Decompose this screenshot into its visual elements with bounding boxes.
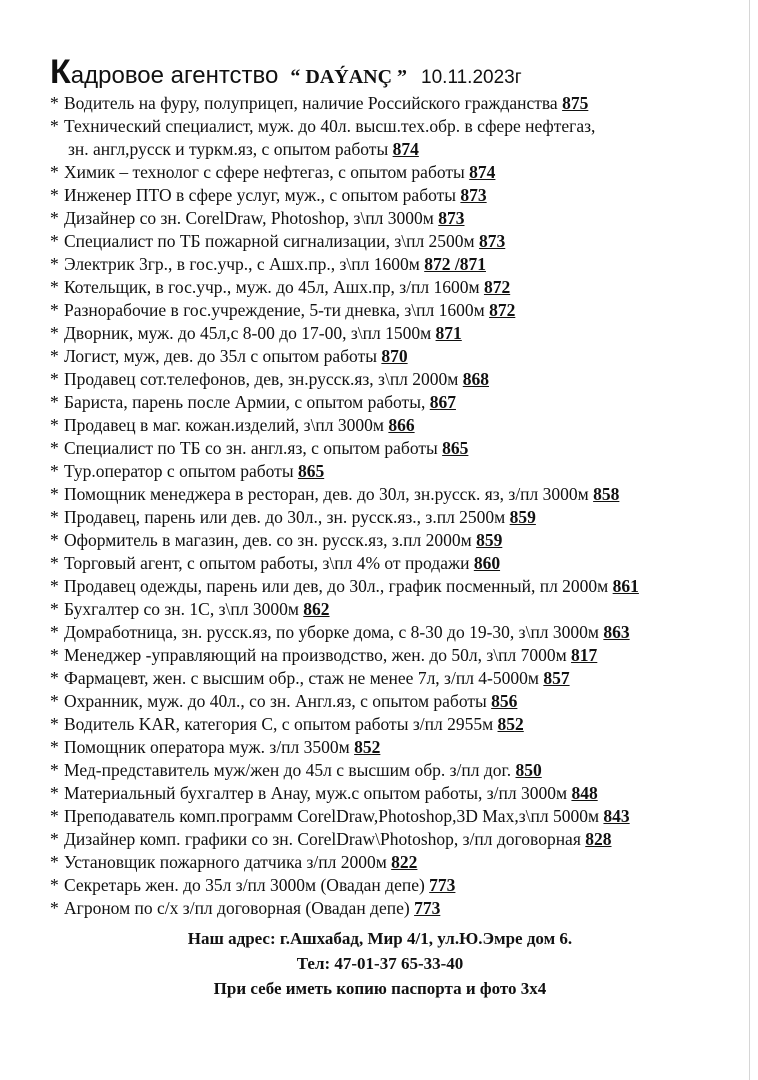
job-description: Разнорабочие в гос.учреждение, 5-ти дневка, з\пл 1600м xyxy=(64,300,485,320)
job-item xyxy=(50,230,710,253)
vacancy-number: 859 xyxy=(476,530,503,550)
bullet-marker: * xyxy=(50,116,59,136)
job-description: Специалист по ТБ со зн. англ.яз, с опытом работы xyxy=(64,438,438,458)
agency-brand: “ DAÝANÇ ” xyxy=(290,66,408,88)
vacancy-number: 862 xyxy=(303,599,330,619)
vacancy-number: 870 xyxy=(381,346,408,366)
job-description: Установщик пожарного датчика з/пл 2000м xyxy=(64,852,387,872)
bullet-marker: * xyxy=(50,346,59,366)
vacancy-number: 828 xyxy=(585,829,612,849)
bullet-marker: * xyxy=(50,806,59,826)
vacancy-number: 773 xyxy=(414,898,441,918)
vacancy-number: 874 xyxy=(469,162,496,182)
job-description: Котельщик, в гос.учр., муж. до 45л, Ашх.пр, з/пл 1600м xyxy=(64,277,480,297)
job-item xyxy=(50,207,710,230)
bullet-marker: * xyxy=(50,208,59,228)
address-line: Наш адрес: г.Ашхабад, Мир 4/1, ул.Ю.Эмре дом 6. xyxy=(187,929,573,948)
vacancy-number: 868 xyxy=(462,369,489,389)
bullet-marker: * xyxy=(50,760,59,780)
bullet-marker: * xyxy=(50,438,59,458)
contact-footer xyxy=(50,926,710,1001)
vacancy-number: 872 xyxy=(489,300,516,320)
job-list xyxy=(50,92,710,920)
job-description: Бариста, парень после Армии, с опытом работы, xyxy=(64,392,426,412)
job-description: Помощник менеджера в ресторан, дев. до 30л, зн.русск. яз, з/пл 3000м xyxy=(64,484,589,504)
job-item xyxy=(50,414,710,437)
page-edge-line xyxy=(749,0,750,1080)
job-description: Помощник оператора муж. з/пл 3500м xyxy=(64,737,350,757)
job-item xyxy=(50,598,710,621)
bullet-marker: * xyxy=(50,875,59,895)
bullet-marker: * xyxy=(50,852,59,872)
job-item xyxy=(50,483,710,506)
job-item xyxy=(50,437,710,460)
job-description: Преподаватель комп.программ CorelDraw,Photoshop,3D Max,з\пл 5000м xyxy=(64,806,600,826)
vacancy-number: 874 xyxy=(392,139,419,159)
job-item xyxy=(50,345,710,368)
bullet-marker: * xyxy=(50,737,59,757)
job-description: Фармацевт, жен. с высшим обр., стаж не менее 7л, з/пл 4-5000м xyxy=(64,668,539,688)
bullet-marker: * xyxy=(50,323,59,343)
vacancy-number: 865 xyxy=(442,438,469,458)
job-item xyxy=(50,460,710,483)
vacancy-number: 852 xyxy=(497,714,524,734)
job-item xyxy=(50,828,710,851)
job-item xyxy=(50,713,710,736)
bullet-marker: * xyxy=(50,553,59,573)
job-description: Агроном по с/х з/пл договорная (Овадан депе) xyxy=(64,898,410,918)
bullet-marker: * xyxy=(50,530,59,550)
job-description: Секретарь жен. до 35л з/пл 3000м (Овадан депе) xyxy=(64,875,425,895)
job-description: Технический специалист, муж. до 40л. высш.тех.обр. в сфере нефтегаз, xyxy=(64,116,596,136)
job-description: Материальный бухгалтер в Анау, муж.с опытом работы, з/пл 3000м xyxy=(64,783,568,803)
vacancy-number: 822 xyxy=(391,852,418,872)
job-description: Водитель на фуру, полуприцеп, наличие Российского гражданства xyxy=(64,93,558,113)
bullet-marker: * xyxy=(50,622,59,642)
vacancy-number: 873 xyxy=(438,208,465,228)
job-item xyxy=(50,621,710,644)
bullet-marker: * xyxy=(50,783,59,803)
job-item xyxy=(50,575,710,598)
job-item xyxy=(50,322,710,345)
job-description: Химик – технолог с сфере нефтегаз, с опытом работы xyxy=(64,162,465,182)
vacancy-number: 773 xyxy=(429,875,456,895)
vacancy-number: 850 xyxy=(515,760,542,780)
bullet-marker: * xyxy=(50,231,59,251)
vacancy-number: 859 xyxy=(509,507,536,527)
vacancy-number: 858 xyxy=(593,484,620,504)
bullet-marker: * xyxy=(50,829,59,849)
job-item xyxy=(50,276,710,299)
bullet-marker: * xyxy=(50,162,59,182)
job-description: Продавец в маг. кожан.изделий, з\пл 3000м xyxy=(64,415,384,435)
job-item xyxy=(50,552,710,575)
title-text: адровое агентство xyxy=(70,62,279,89)
vacancy-number: 866 xyxy=(388,415,415,435)
vacancy-number: 875 xyxy=(562,93,589,113)
job-description: Бухгалтер со зн. 1С, з\пл 3000м xyxy=(64,599,299,619)
job-description: Логист, муж, дев. до 35л с опытом работы xyxy=(64,346,377,366)
vacancy-number: 867 xyxy=(429,392,456,412)
document-header xyxy=(50,52,710,92)
document-date: 10.11.2023г xyxy=(421,67,522,88)
bullet-marker: * xyxy=(50,254,59,274)
job-description: Домработница, зн. русск.яз, по уборке дома, с 8-30 до 19-30, з\пл 3000м xyxy=(64,622,599,642)
requirements-note: При себе иметь копию паспорта и фото 3х4 xyxy=(213,979,547,998)
job-description: Менеджер -управляющий на производство, жен. до 50л, з\пл 7000м xyxy=(64,645,567,665)
vacancy-number: 856 xyxy=(491,691,518,711)
job-description: Торговый агент, с опытом работы, з\пл 4% от продажи xyxy=(64,553,470,573)
vacancy-number: 861 xyxy=(612,576,639,596)
vacancy-number: 860 xyxy=(473,553,501,573)
vacancy-number: 843 xyxy=(603,806,630,826)
job-description: Охранник, муж. до 40л., со зн. Англ.яз, с опытом работы xyxy=(64,691,487,711)
job-item xyxy=(50,782,710,805)
job-item xyxy=(50,759,710,782)
job-item xyxy=(50,391,710,414)
job-item xyxy=(50,161,710,184)
phones-line: Тел: 47-01-37 65-33-40 xyxy=(296,954,464,973)
title-first-letter: К xyxy=(50,53,71,91)
job-item xyxy=(50,805,710,828)
bullet-marker: * xyxy=(50,576,59,596)
job-description: Инженер ПТО в сфере услуг, муж., с опытом работы xyxy=(64,185,457,205)
bullet-marker: * xyxy=(50,691,59,711)
job-description: Продавец одежды, парень или дев, до 30л., график посменный, пл 2000м xyxy=(64,576,609,596)
bullet-marker: * xyxy=(50,645,59,665)
bullet-marker: * xyxy=(50,93,59,113)
job-description: Оформитель в магазин, дев. со зн. русск.яз, з.пл 2000м xyxy=(64,530,472,550)
bullet-marker: * xyxy=(50,185,59,205)
document-page xyxy=(50,52,710,1001)
bullet-marker: * xyxy=(50,714,59,734)
job-item xyxy=(50,874,710,897)
bullet-marker: * xyxy=(50,415,59,435)
bullet-marker: * xyxy=(50,484,59,504)
job-description-continued-text: зн. англ,русск и туркм.яз, с опытом работы xyxy=(68,139,389,159)
job-description-continued xyxy=(64,138,710,161)
job-item xyxy=(50,299,710,322)
vacancy-number: 865 xyxy=(297,461,325,481)
job-item xyxy=(50,184,710,207)
job-item xyxy=(50,897,710,920)
bullet-marker: * xyxy=(50,461,59,481)
job-description: Мед-представитель муж/жен до 45л с высшим обр. з/пл дог. xyxy=(64,760,512,780)
bullet-marker: * xyxy=(50,507,59,527)
job-description: Водитель KAR, категория С, с опытом работы з/пл 2955м xyxy=(64,714,494,734)
bullet-marker: * xyxy=(50,300,59,320)
job-item xyxy=(50,851,710,874)
job-item xyxy=(50,506,710,529)
vacancy-number: 852 xyxy=(354,737,381,757)
job-description: Специалист по ТБ пожарной сигнализации, з\пл 2500м xyxy=(64,231,475,251)
job-item xyxy=(50,690,710,713)
job-item xyxy=(50,115,710,161)
vacancy-number: 872 xyxy=(483,277,511,297)
vacancy-number: 871 xyxy=(435,323,462,343)
job-item xyxy=(50,667,710,690)
bullet-marker: * xyxy=(50,599,59,619)
job-description: Продавец, парень или дев. до 30л., зн. русск.яз., з.пл 2500м xyxy=(64,507,506,527)
bullet-marker: * xyxy=(50,898,59,918)
job-item xyxy=(50,92,710,115)
job-item xyxy=(50,644,710,667)
vacancy-number: 848 xyxy=(571,783,598,803)
job-item xyxy=(50,529,710,552)
bullet-marker: * xyxy=(50,277,59,297)
job-description: Дворник, муж. до 45л,с 8-00 до 17-00, з\пл 1500м xyxy=(64,323,432,343)
job-description: Дизайнер комп. графики со зн. CorelDraw\Photoshop, з/пл договорная xyxy=(64,829,581,849)
vacancy-number: 873 xyxy=(479,231,506,251)
bullet-marker: * xyxy=(50,668,59,688)
vacancy-number: 863 xyxy=(603,622,630,642)
vacancy-number: 857 xyxy=(543,668,570,688)
bullet-marker: * xyxy=(50,369,59,389)
bullet-marker: * xyxy=(50,392,59,412)
job-item xyxy=(50,368,710,391)
job-description: Продавец сот.телефонов, дев, зн.русск.яз, з\пл 2000м xyxy=(64,369,459,389)
job-description: Электрик 3гр., в гос.учр., с Ашх.пр., з\пл 1600м xyxy=(64,254,420,274)
vacancy-number: 817 xyxy=(571,645,598,665)
job-item xyxy=(50,736,710,759)
job-description: Тур.оператор с опытом работы xyxy=(64,461,294,481)
vacancy-number: 873 xyxy=(460,185,487,205)
vacancy-number: 872 /871 xyxy=(424,254,486,274)
job-description: Дизайнер со зн. CorelDraw, Photoshop, з\пл 3000м xyxy=(64,208,434,228)
job-item xyxy=(50,253,710,276)
